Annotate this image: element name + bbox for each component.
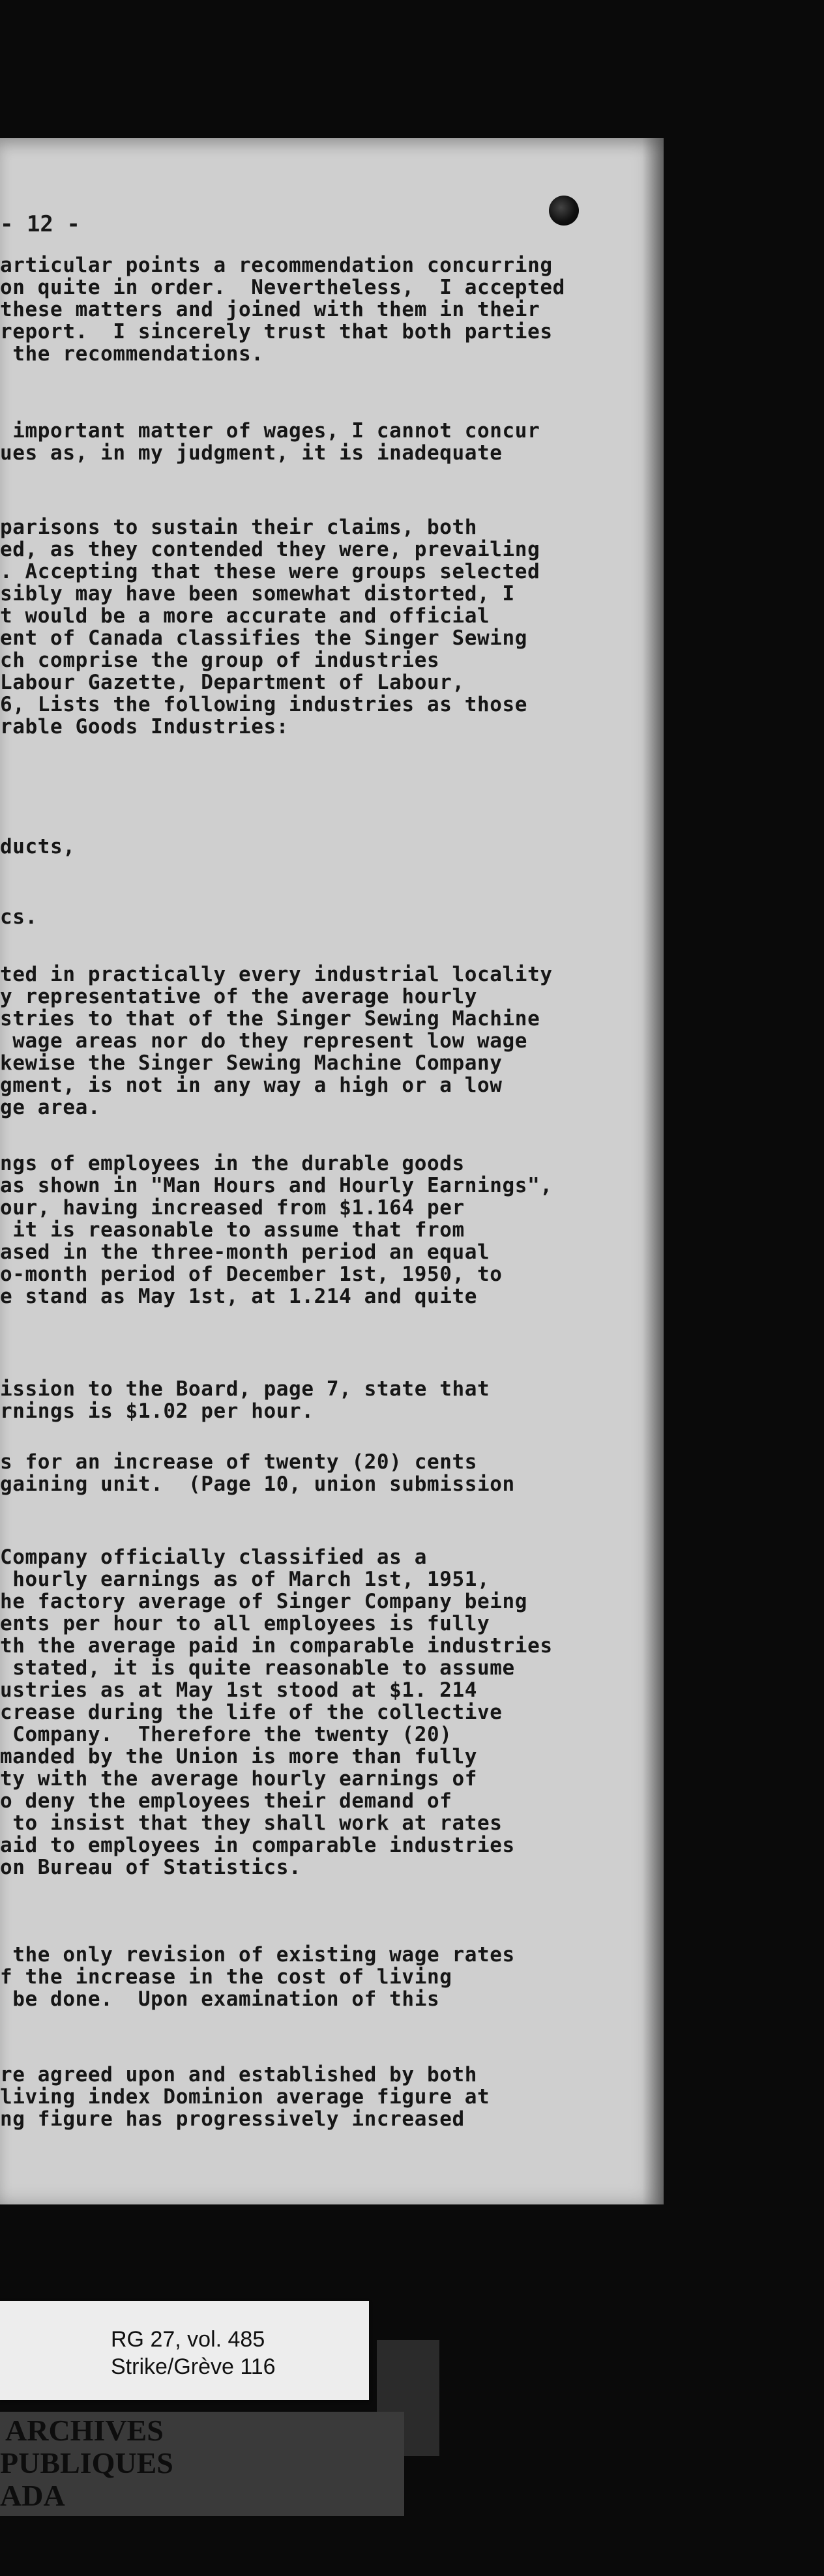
text-line: report. I sincerely trust that both parties [0,321,553,343]
archives-stamp-line-3: ADA [0,2479,65,2512]
archive-reference-file: Strike/Grève 116 [111,2354,276,2379]
paragraph [0,836,652,858]
text-line: ission to the Board, page 7, state that [0,1378,490,1400]
text-line: ased in the three-month period an equal [0,1241,490,1263]
text-line: s for an increase of twenty (20) cents [0,1451,478,1473]
text-line: ng figure has progressively increased [0,2108,465,2130]
punch-hole [549,196,579,226]
text-line: hourly earnings as of March 1st, 1951, [0,1568,490,1590]
text-line: re agreed upon and established by both [0,2064,478,2086]
text-line: to insist that they shall work at rates [0,1812,503,1834]
text-line: our, having increased from $1.164 per [0,1197,465,1219]
text-line: articular points a recommendation concurring [0,254,553,276]
text-line: o deny the employees their demand of [0,1790,452,1812]
text-line: on quite in order. Nevertheless, I accepted [0,276,565,299]
text-line: living index Dominion average figure at [0,2086,490,2108]
text-line: on Bureau of Statistics. [0,1856,302,1879]
text-line: wage areas nor do they represent low wage [0,1030,528,1052]
archive-reference-label [0,2301,369,2400]
text-line: sibly may have been somewhat distorted, I [0,583,515,605]
text-line: ted in practically every industrial locality [0,963,553,986]
text-line: e stand as May 1st, at 1.214 and quite [0,1285,478,1308]
text-line: it is reasonable to assume that from [0,1219,465,1241]
text-line: ty with the average hourly earnings of [0,1768,478,1790]
text-line: ducts, [0,836,76,858]
text-line: gment, is not in any way a high or a low [0,1074,503,1096]
text-line: ngs of employees in the durable goods [0,1152,465,1175]
paragraph [0,254,652,365]
paragraph [0,516,652,738]
text-line: . Accepting that these were groups selected [0,561,540,583]
text-line: Company. Therefore the twenty (20) [0,1723,452,1746]
text-line: f the increase in the cost of living [0,1966,452,1988]
text-line: o-month period of December 1st, 1950, to [0,1263,503,1285]
document-page [0,138,664,2204]
text-line: rable Goods Industries: [0,716,289,738]
text-line: stries to that of the Singer Sewing Machine [0,1008,540,1030]
archives-stamp [0,2412,404,2516]
archives-stamp-line-2: PUBLIQUES [0,2446,173,2480]
text-line: 6, Lists the following industries as those [0,694,528,716]
text-line: ents per hour to all employees is fully [0,1613,490,1635]
text-line: gaining unit. (Page 10, union submission [0,1473,515,1495]
paragraph [0,2064,652,2130]
text-line: kewise the Singer Sewing Machine Company [0,1052,503,1074]
text-line: cs. [0,906,38,928]
text-line: t would be a more accurate and official [0,605,490,627]
text-line: crease during the life of the collective [0,1701,503,1723]
text-line: parisons to sustain their claims, both [0,516,478,538]
text-line: be done. Upon examination of this [0,1988,440,2010]
text-line: y representative of the average hourly [0,986,478,1008]
paragraph [0,1451,652,1495]
text-line: the recommendations. [0,343,264,365]
text-line: as shown in "Man Hours and Hourly Earnings", [0,1175,553,1197]
text-line: manded by the Union is more than fully [0,1746,478,1768]
paragraph [0,1378,652,1422]
text-line: Company officially classified as a [0,1546,427,1568]
text-line: rnings is $1.02 per hour. [0,1400,314,1422]
text-line: stated, it is quite reasonable to assume [0,1657,515,1679]
text-line: these matters and joined with them in their [0,299,540,321]
paragraph [0,906,652,928]
paragraph [0,1944,652,2010]
paragraph [0,420,652,464]
text-line: he factory average of Singer Company being [0,1590,528,1613]
text-line: th the average paid in comparable industries [0,1635,553,1657]
text-line: ustries as at May 1st stood at $1. 214 [0,1679,478,1701]
paragraph [0,1152,652,1308]
archives-stamp-line-1: ARCHIVES [5,2414,164,2447]
text-line: ues as, in my judgment, it is inadequate [0,442,503,464]
text-line: ed, as they contended they were, prevailing [0,538,540,561]
page-edge-shadow [642,138,664,2204]
text-line: Labour Gazette, Department of Labour, [0,671,465,694]
text-line: aid to employees in comparable industries [0,1834,515,1856]
text-line: important matter of wages, I cannot concur [0,420,540,442]
archive-reference-volume: RG 27, vol. 485 [111,2327,265,2352]
text-line: the only revision of existing wage rates [0,1944,515,1966]
text-line: ent of Canada classifies the Singer Sewing [0,627,528,649]
paragraph [0,963,652,1119]
text-line: ch comprise the group of industries [0,649,440,671]
paragraph [0,1546,652,1879]
text-line: ge area. [0,1096,101,1119]
page-number: - 12 - [0,211,80,237]
